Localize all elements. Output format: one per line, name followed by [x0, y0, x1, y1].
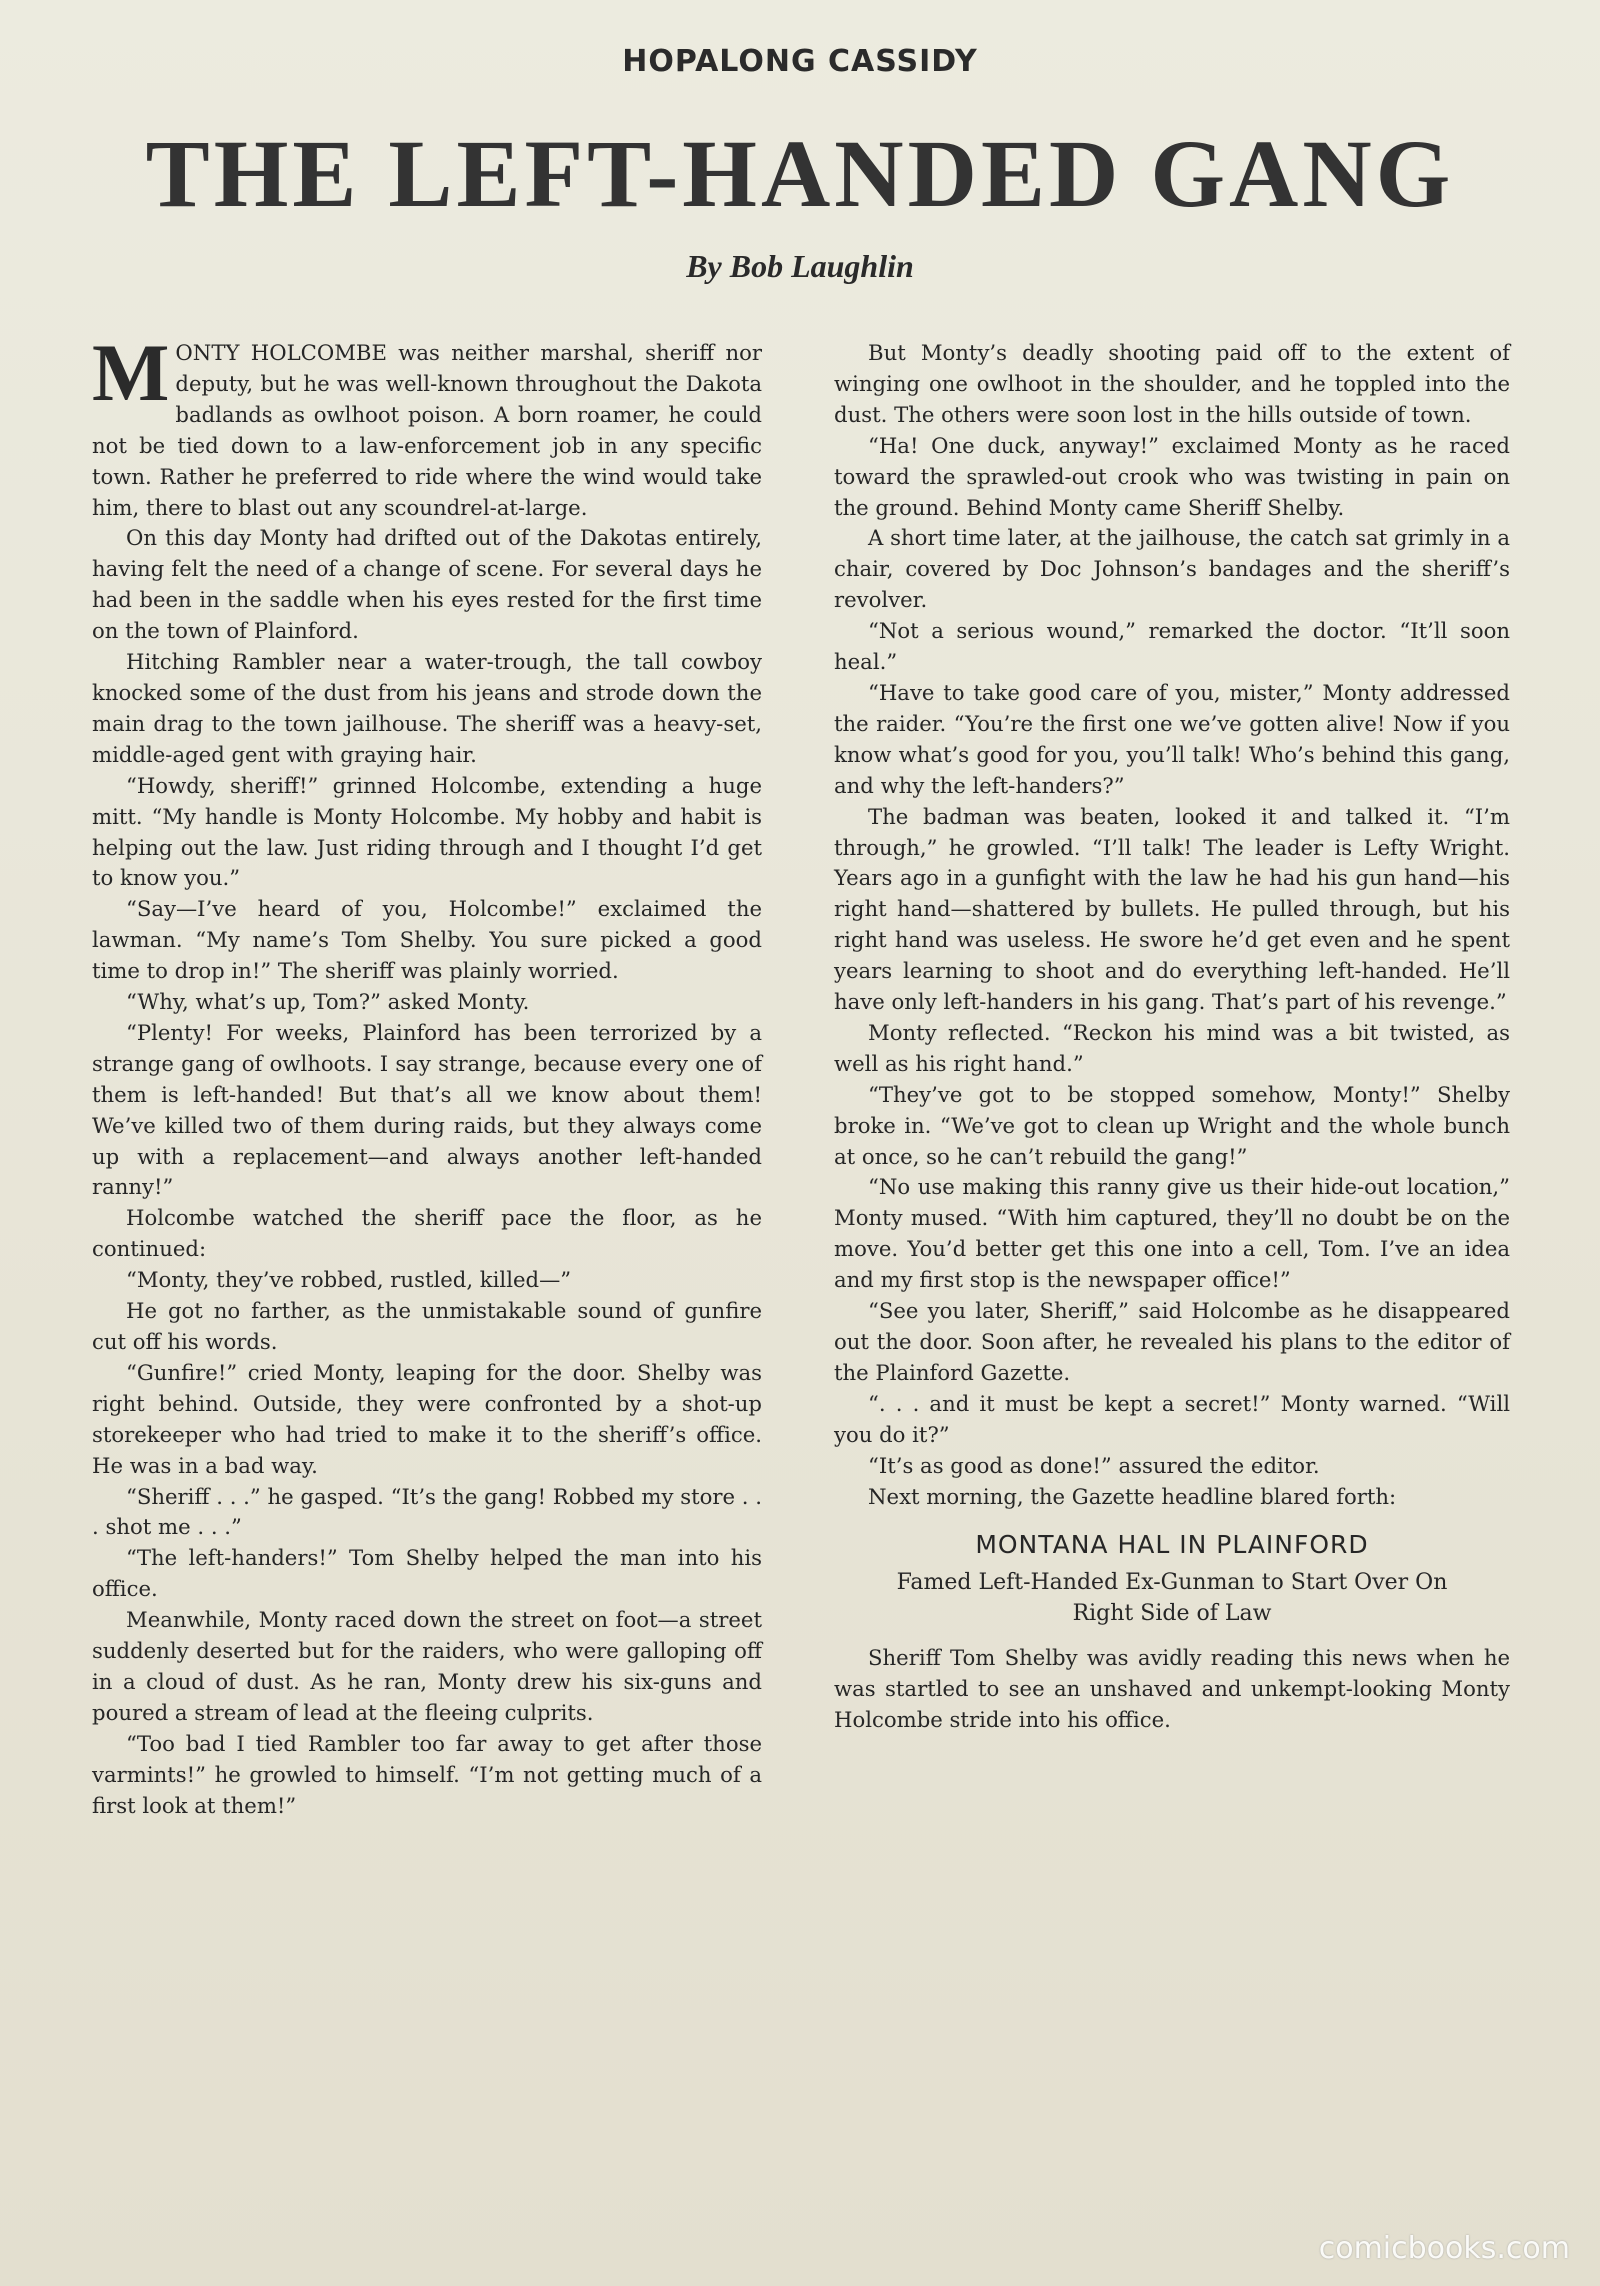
paragraph — [92, 327, 762, 523]
paragraph: “Monty, they’ve robbed, rustled, killed—” — [126, 1267, 572, 1293]
paragraph: “Ha! One duck, anyway!” exclaimed Monty as he raced toward the sprawled-out crook who was twisting in pain on the ground. Behind Monty came Sheriff Shelby. — [834, 432, 1510, 520]
watermark: comicbooks.com — [1318, 2231, 1570, 2266]
paragraph: “. . . and it must be kept a secret!” Monty warned. “Will you do it?” — [834, 1390, 1510, 1447]
paragraph: The badman was beaten, looked it and talked it. “I’m through,” he growled. “I’ll talk! The leader is Lefty Wright. Years ago in a gunfight with the law he had his gun hand—his right hand—shattered by bullets. He pulled through, but his right hand was useless. He swore he’d get even and he spent years learning to shoot and do everything left-handed. He’ll have only left-handers in his gang. That’s part of his revenge.” — [834, 803, 1510, 1015]
paragraph: Holcombe watched the sheriff pace the floor, as he continued: — [92, 1205, 762, 1262]
paragraph: “The left-handers!” Tom Shelby helped the man into his office. — [92, 1545, 762, 1602]
paragraph: “Howdy, sheriff!” grinned Holcombe, extending a huge mitt. “My handle is Monty Holcombe. My hobby and habit is helping out the law. Just riding through and I thought I’d get to know you.” — [92, 772, 762, 891]
left-column — [92, 327, 762, 1822]
paragraph: “See you later, Sheriff,” said Holcombe as he disappeared out the door. Soon after, he revealed his plans to the editor of the Plainford Gazette. — [834, 1298, 1510, 1385]
paragraph: Monty reflected. “Reckon his mind was a bit twisted, as well as his right hand.” — [834, 1019, 1510, 1076]
paragraph: Sheriff Tom Shelby was avidly reading this news when he was startled to see an unshaved and unkempt-looking Monty Holcombe stride into his office. — [834, 1645, 1510, 1733]
paragraph: On this day Monty had drifted out of the Dakotas entirely, having felt the need of a change of scene. For several days he had been in the saddle when his eyes rested for the first time on the town of Plainford. — [92, 525, 762, 644]
paragraph: “Sheriff . . .” he gasped. “It’s the gang! Robbed my store . . . shot me . . .” — [92, 1483, 762, 1540]
paragraph: Hitching Rambler near a water-trough, the tall cowboy knocked some of the dust from his jeans and strode down the main drag to the town jailhouse. The sheriff was a heavy-set, middle-aged gent with graying hair. — [92, 649, 762, 767]
byline: By Bob Laughlin — [686, 248, 914, 284]
paragraph: “Not a serious wound,” remarked the doctor. “It’ll soon heal.” — [834, 618, 1510, 675]
running-head: HOPALONG CASSIDY — [622, 44, 978, 79]
drop-cap: M — [92, 327, 170, 418]
paragraph: “Say—I’ve heard of you, Holcombe!” exclaimed the lawman. “My name’s Tom Shelby. You sure picked a good time to drop in!” The sheriff was plainly worried. — [92, 896, 762, 984]
paragraph: “It’s as good as done!” assured the editor. — [868, 1452, 1320, 1478]
paragraph: “Why, what’s up, Tom?” asked Monty. — [126, 989, 530, 1015]
story-title: THE LEFT-HANDED GANG — [145, 120, 1455, 227]
newspaper-subhead: Famed Left-Handed Ex-Gunman to Start Over On Right Side of Law — [896, 1570, 1448, 1627]
paragraph: “Gunfire!” cried Monty, leaping for the door. Shelby was right behind. Outside, they were confronted by a shot-up storekeeper who had tried to make it to the sheriff’s office. He was in a bad way. — [92, 1359, 762, 1478]
paragraph: “Plenty! For weeks, Plainford has been terrorized by a strange gang of owlhoots. I say strange, because every one of them is left-handed! But that’s all we know about them! We’ve killed two of them during raids, but they always come up with a replacement—and always another left-handed ranny!” — [92, 1019, 762, 1200]
paragraph: “Have to take good care of you, mister,” Monty addressed the raider. “You’re the first one we’ve gotten alive! Now if you know what’s good for you, you’ll talk! Who’s behind this gang, and why the left-handers?” — [834, 679, 1510, 798]
paragraph: “Too bad I tied Rambler too far away to get after those varmints!” he growled to himself. “I’m not getting much of a first look at them!” — [92, 1730, 762, 1818]
paragraph: He got no farther, as the unmistakable sound of gunfire cut off his words. — [92, 1298, 762, 1354]
newspaper-headline: MONTANA HAL IN PLAINFORD — [975, 1530, 1369, 1560]
paragraph: “No use making this ranny give us their hide-out location,” Monty mused. “With him captured, they’ll no doubt be on the move. You’d better get this one into a cell, Tom. I’ve an idea and my first stop is the newspaper office!” — [834, 1174, 1510, 1293]
right-column — [834, 338, 1510, 1736]
paragraph-text: ONTY HOLCOMBE was neither marshal, sheriff nor deputy, but he was well-known throughout the Dakota badlands as owlhoot poison. A born roamer, he could not be tied down to a law-enforcement job in any specific town. Rather he preferred to ride where the wind would take him, there to blast out any scoundrel-at-large. — [92, 340, 762, 520]
paragraph: Meanwhile, Monty raced down the street on foot—a street suddenly deserted but for the raiders, who were galloping off in a cloud of dust. As he ran, Monty drew his six-guns and poured a stream of lead at the fleeing culprits. — [92, 1607, 762, 1725]
paragraph: A short time later, at the jailhouse, the catch sat grimly in a chair, covered by Doc Johnson’s bandages and the sheriff’s revolver. — [834, 525, 1510, 613]
paragraph: “They’ve got to be stopped somehow, Monty!” Shelby broke in. “We’ve got to clean up Wright and the whole bunch at once, so he can’t rebuild the gang!” — [834, 1081, 1510, 1169]
paragraph: But Monty’s deadly shooting paid off to the extent of winging one owlhoot in the shoulder, and he toppled into the dust. The others were soon lost in the hills outside of town. — [834, 340, 1510, 427]
paragraph: Next morning, the Gazette headline blared forth: — [868, 1483, 1397, 1509]
